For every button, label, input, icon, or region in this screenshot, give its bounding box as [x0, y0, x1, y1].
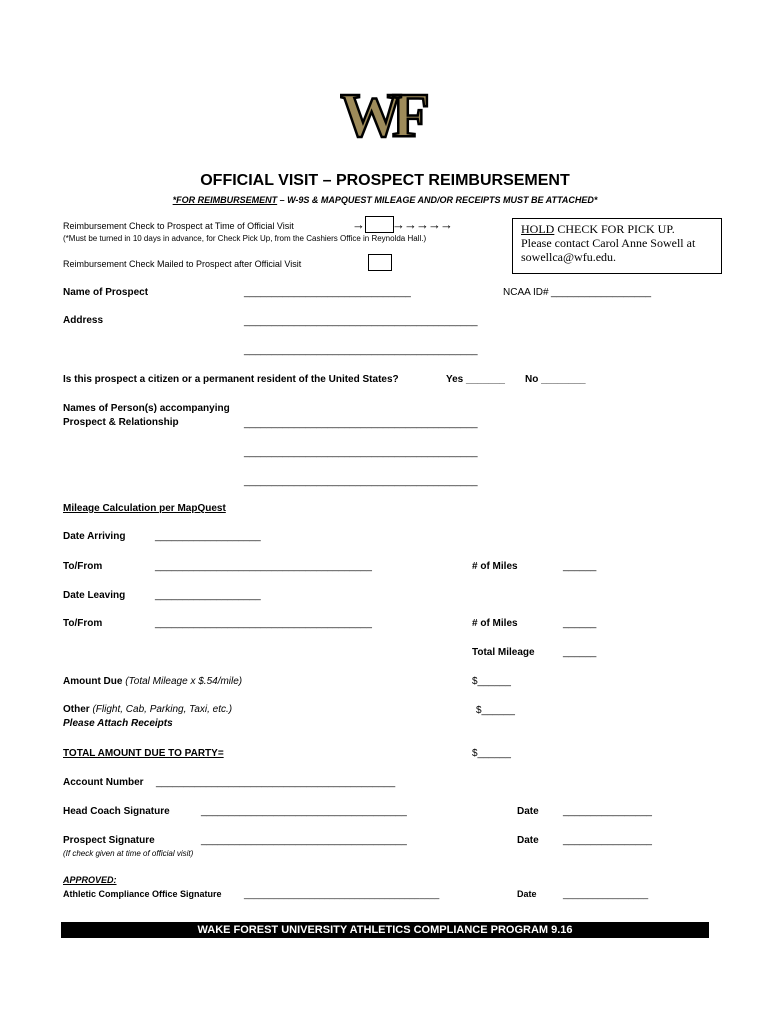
total-mileage-field[interactable]: ______ [563, 647, 597, 658]
total-amount-label: TOTAL AMOUNT DUE TO PARTY= [63, 748, 224, 759]
amount-due-row [63, 676, 242, 687]
other-field[interactable]: $______ [476, 705, 515, 716]
hold-check-notice [512, 218, 722, 274]
other-row [63, 704, 232, 715]
hold-line1: CHECK FOR PICK UP. [554, 222, 675, 236]
total-mileage-label: Total Mileage [472, 647, 535, 658]
prospect-signature-note: (If check given at time of official visit) [63, 849, 194, 858]
total-amount-field[interactable]: $______ [472, 748, 511, 759]
tofrom-2-field[interactable]: _______________________________________ [155, 618, 372, 629]
accompany-label-1: Names of Person(s) accompanying [63, 403, 230, 414]
check-mailed-label: Reimbursement Check Mailed to Prospect after Official Visit [63, 259, 302, 269]
subtitle [0, 195, 770, 205]
arrows-right-icon: →→→→→ [392, 217, 452, 232]
date-arriving-field[interactable]: ___________________ [155, 531, 261, 542]
other-note: (Flight, Cab, Parking, Taxi, etc.) [89, 704, 233, 715]
head-coach-signature-label: Head Coach Signature [63, 806, 170, 817]
hold-line2: Please contact Carol Anne Sowell at [521, 236, 696, 250]
wake-forest-logo [340, 86, 435, 148]
ncaa-id-label: NCAA ID# [503, 287, 549, 298]
svg-text:WF: WF [340, 86, 420, 148]
check-pickup-checkbox[interactable] [365, 216, 394, 233]
date-leaving-field[interactable]: ___________________ [155, 590, 261, 601]
accompany-label-2: Prospect & Relationship [63, 417, 179, 428]
footer-banner: WAKE FOREST UNIVERSITY ATHLETICS COMPLIANCE PROGRAM 9.16 [61, 922, 709, 938]
prospect-signature-label: Prospect Signature [63, 835, 155, 846]
accompany-field-3[interactable]: __________________________________________ [244, 476, 478, 487]
amount-due-label: Amount Due [63, 676, 123, 687]
other-label: Other [63, 704, 90, 715]
name-label: Name of Prospect [63, 287, 149, 298]
miles-1-field[interactable]: ______ [563, 561, 597, 572]
hold-line3: sowellca@wfu.edu. [521, 250, 617, 264]
hold-word: HOLD [521, 222, 555, 236]
address-field-2[interactable]: __________________________________________ [244, 345, 478, 356]
amount-due-note: (Total Mileage x $.54/mile) [122, 676, 243, 687]
tofrom-1-field[interactable]: _______________________________________ [155, 561, 372, 572]
date-label-1: Date [517, 806, 539, 817]
accompany-field-1[interactable]: __________________________________________ [244, 418, 478, 429]
address-label: Address [63, 315, 104, 326]
amount-due-field[interactable]: $______ [472, 676, 511, 687]
tofrom-2-label: To/From [63, 618, 103, 629]
miles-2-field[interactable]: ______ [563, 618, 597, 629]
citizen-question: Is this prospect a citizen or a permanent resident of the United States? [63, 374, 399, 385]
citizen-no-field[interactable]: No ________ [525, 374, 586, 385]
name-field[interactable]: ______________________________ [244, 287, 411, 298]
mileage-heading: Mileage Calculation per MapQuest [63, 503, 226, 514]
miles-1-label: # of Miles [472, 561, 518, 572]
other-subnote: Please Attach Receipts [63, 718, 173, 729]
date-field-2[interactable]: ________________ [563, 835, 652, 846]
check-pickup-label: Reimbursement Check to Prospect at Time of Official Visit [63, 221, 294, 231]
approved-label: APPROVED: [63, 875, 117, 885]
accompany-field-2[interactable]: __________________________________________ [244, 447, 478, 458]
check-pickup-note: (*Must be turned in 10 days in advance, for Check Pick Up, from the Cashiers Office in Reynolda Hall.) [63, 234, 427, 243]
date-label-3: Date [517, 889, 537, 899]
date-leaving-label: Date Leaving [63, 590, 126, 601]
miles-2-label: # of Miles [472, 618, 518, 629]
check-mailed-checkbox[interactable] [368, 254, 392, 271]
compliance-signature-field[interactable]: _______________________________________ [244, 889, 440, 899]
tofrom-1-label: To/From [63, 561, 103, 572]
date-arriving-label: Date Arriving [63, 531, 126, 542]
citizen-yes-field[interactable]: Yes _______ [446, 374, 505, 385]
arrow-left-icon: → [352, 217, 365, 232]
compliance-signature-label: Athletic Compliance Office Signature [63, 889, 222, 899]
prospect-signature-field[interactable]: _____________________________________ [201, 835, 407, 846]
date-field-3[interactable]: _________________ [563, 889, 649, 899]
head-coach-signature-field[interactable]: _____________________________________ [201, 806, 407, 817]
account-number-label: Account Number [63, 777, 144, 788]
date-field-1[interactable]: ________________ [563, 806, 652, 817]
ncaa-id-field[interactable]: __________________ [551, 287, 652, 298]
subtitle-underlined: *FOR REIMBURSEMENT [172, 195, 278, 205]
page-title: OFFICIAL VISIT – PROSPECT REIMBURSEMENT [200, 172, 570, 189]
account-number-field[interactable]: ___________________________________________ [156, 777, 396, 788]
date-label-2: Date [517, 835, 539, 846]
subtitle-rest: – W-9S & MAPQUEST MILEAGE AND/OR RECEIPTS MUST BE ATTACHED* [277, 195, 598, 205]
address-field-1[interactable]: __________________________________________ [244, 316, 478, 327]
